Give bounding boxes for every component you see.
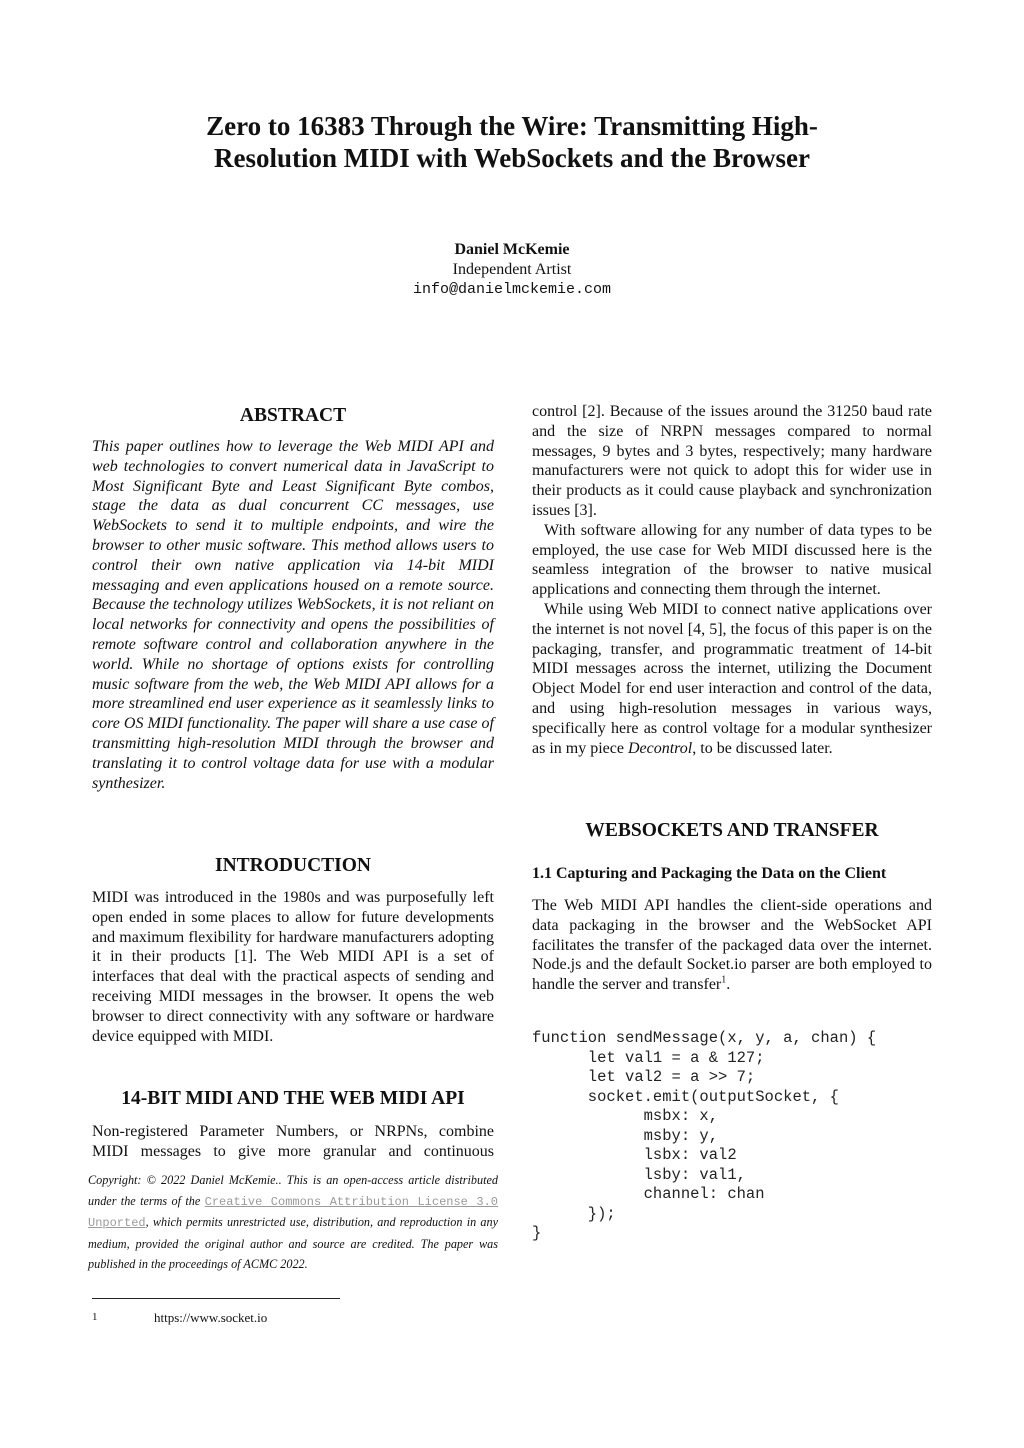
copyright-pre: Copyright: © 2022 Daniel McKemie.. This is an open-access article distributed under the terms of the (88, 1173, 498, 1208)
websockets-subheading: 1.1 Capturing and Packaging the Data on the Client (532, 865, 887, 882)
author-email[interactable]: info@danielmckemie.com (412, 281, 612, 298)
section-14bit-right-p2: With software allowing for any number of data types to be employed, the use case for Web MIDI discussed here is the seamless integration of the browser to native musical applications and connecting them through the internet. (532, 521, 932, 599)
section-14bit-left-body (92, 1122, 494, 1162)
abstract-heading: ABSTRACT (239, 405, 347, 426)
section-14bit-left-text: Non-registered Parameter Numbers, or NRPNs, combine MIDI messages to give more granular and continuous (92, 1123, 494, 1160)
p3-text-post: , to be discussed later. (692, 739, 833, 757)
section-14bit-right-p3 (532, 600, 932, 758)
websockets-text-pre: The Web MIDI API handles the client-side operations and data packaging in the browser and the WebSocket API facilitates the transfer of the packaged data over the internet. Node.js and the default Socket.io parser are both employed to handle the server and transfer (532, 897, 932, 994)
license-link[interactable]: Creative Commons Attribution License 3.0 Unported (88, 1194, 499, 1230)
p3-text-pre: While using Web MIDI to connect native applications over the internet is not novel [4, 5], the focus of this paper is on the packaging, transfer, and programmatic treatment of 14-bit MIDI messages across the internet, utilizing the Document Object Model for end user interaction and control of the data, and using high-resolution messages in various ways, specifically here as control voltage for a modular synthesizer as in my piece (532, 600, 932, 757)
introduction-text: MIDI was introduced in the 1980s and was purposefully left open ended in some places to allow for future developments and maximum flexibility for hardware manufacturers adopting it in their products [1]. The Web MIDI API is a set of interfaces that deal with the practical aspects of sending and receiving MIDI messages in the browser. It opens the web browser to direct connectivity with any software or hardware device equipped with MIDI. (92, 889, 494, 1045)
introduction-heading: INTRODUCTION (214, 855, 372, 876)
section-14bit-right-body (532, 402, 932, 758)
author-name: Daniel McKemie (454, 241, 570, 258)
footnote (92, 1307, 267, 1328)
introduction-body (92, 888, 494, 1046)
copyright-post: , which permits unrestricted use, distribution, and reproduction in any medium, provided the original author and source are credited. The paper was published in the proceedings of ACMC 2022. (88, 1215, 498, 1271)
websockets-heading: WEBSOCKETS AND TRANSFER (585, 820, 879, 841)
section-14bit-heading: 14-BIT MIDI AND THE WEB MIDI API (121, 1088, 465, 1109)
websockets-body (532, 896, 932, 995)
abstract-text: This paper outlines how to leverage the Web MIDI API and web technologies to convert numerical data in JavaScript to Most Significant Byte and Least Significant Byte combos, stage the data as dual concurrent CC messages, use WebSockets to send it to multiple endpoints, and wire the browser to other music software. This method allows users to control their own native application via 14-bit MIDI messaging and even applications housed on a remote source. Because the technology utilizes WebSockets, it is not reliant on local networks for connectivity and opens the possibilities of remote software control and collaboration anywhere in the world. While no shortage of options exists for controlling music software from the web, the Web MIDI API allows for a more streamlined end user experience as it seamlessly links to core OS MIDI functionality. The paper will share a use case of transmitting high-resolution MIDI through the browser and translating it to control voltage data for use with a modular synthesizer. (92, 438, 494, 792)
footnote-url[interactable]: https://www.socket.io (154, 1310, 268, 1325)
paper-title: Zero to 16383 Through the Wire: Transmitting High-Resolution MIDI with WebSockets and the Browser (206, 111, 818, 173)
code-block-send-message: function sendMessage(x, y, a, chan) { let val1 = a & 127; let val2 = a >> 7; socket.emit(outputSocket, { msbx: x, msby: y, lsbx: val2 lsby: val1, channel: chan }); } (532, 1029, 877, 1242)
footnote-number: 1 (92, 1311, 98, 1323)
abstract-body (92, 437, 494, 793)
websockets-text-post: . (726, 976, 731, 994)
author-affiliation: Independent Artist (452, 261, 572, 278)
author-block (0, 240, 1024, 300)
footnote-divider (92, 1298, 340, 1299)
section-14bit-right-p1: control [2]. Because of the issues around the 31250 baud rate and the size of NRPN messages compared to normal messages, 9 bytes and 3 bytes, respectively; many hardware manufacturers were not quick to adopt this for wider use in their products as it could cause playback and synchronization issues [3]. (532, 403, 932, 519)
copyright-notice (88, 1170, 498, 1275)
piece-title-decontrol: Decontrol (627, 739, 693, 757)
footnote-ref[interactable]: 1 (721, 974, 727, 986)
websockets-text (532, 896, 932, 995)
